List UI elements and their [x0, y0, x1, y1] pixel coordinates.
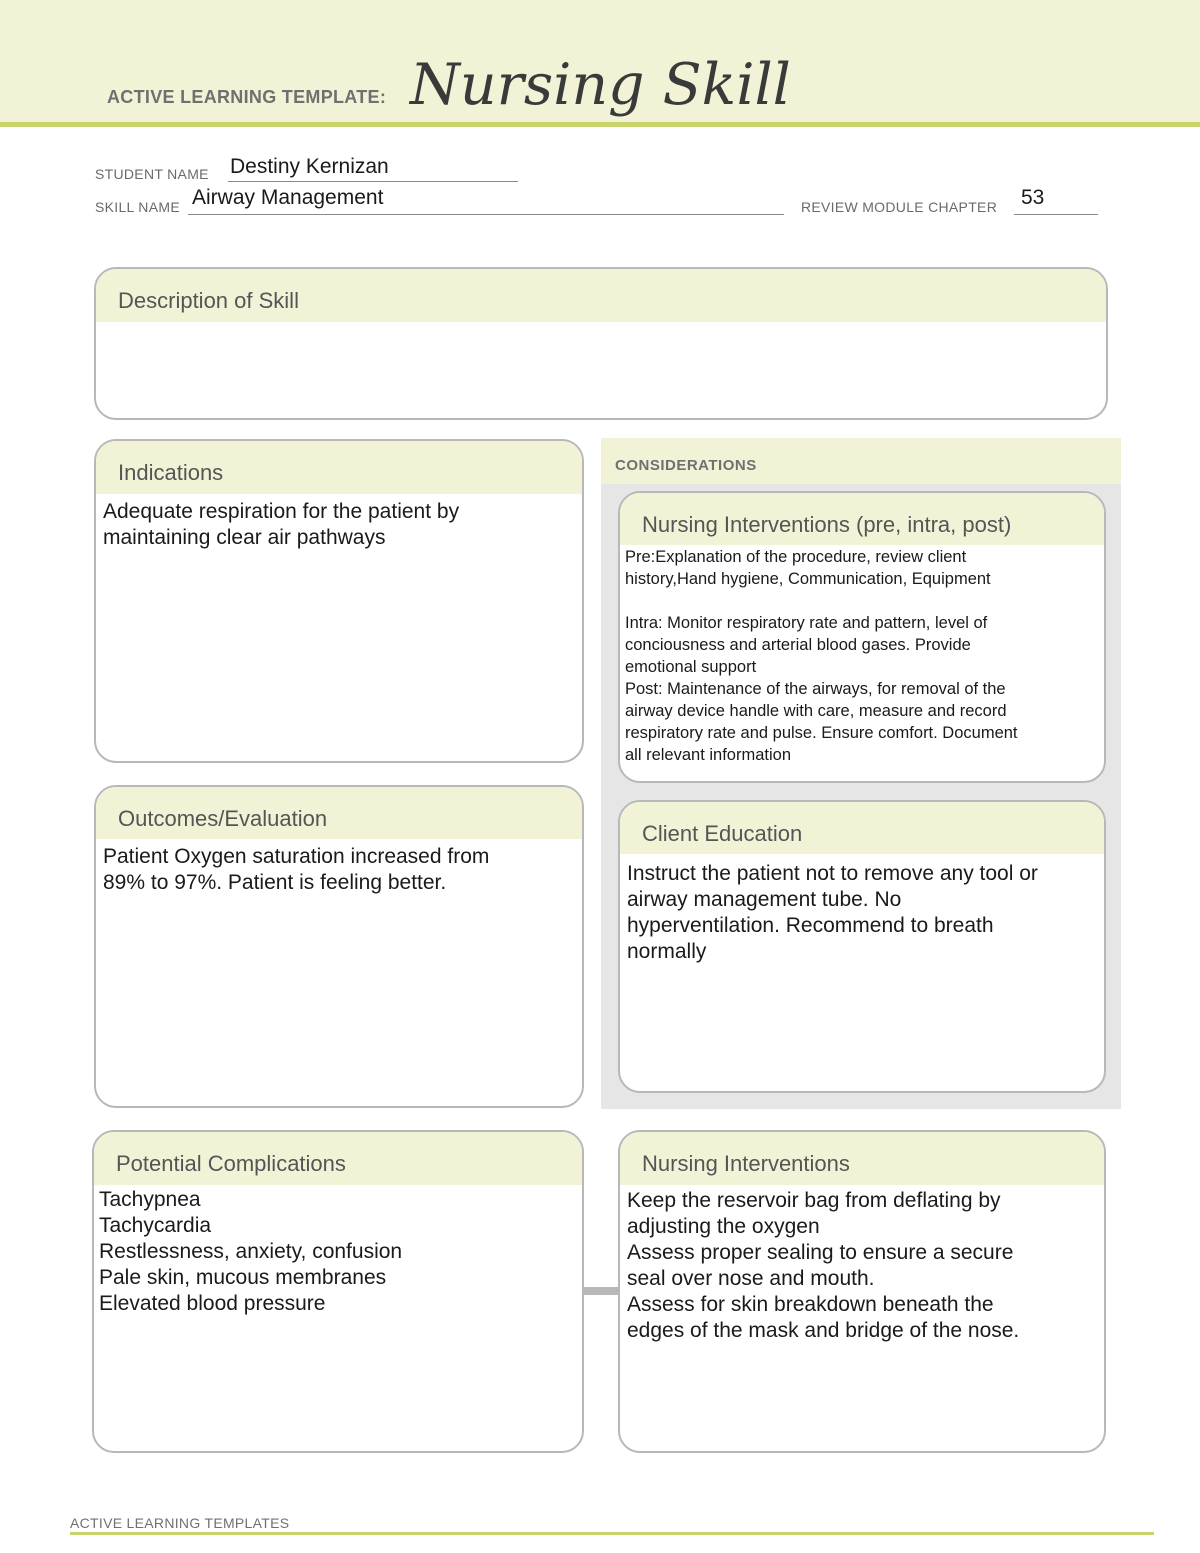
- nursing-interventions-pip-text[interactable]: [620, 545, 1104, 766]
- text-line: Elevated blood pressure: [99, 1292, 326, 1315]
- outcomes-heading: Outcomes/Evaluation: [96, 787, 582, 839]
- client-education-text[interactable]: [620, 854, 1104, 965]
- description-text[interactable]: [96, 322, 1106, 338]
- text-line: Post: Maintenance of the airways, for removal of the: [625, 680, 1006, 698]
- box-connector: [582, 1287, 620, 1295]
- nursing-interventions-box: [618, 1130, 1106, 1453]
- text-line: Tachycardia: [99, 1214, 212, 1237]
- text-line: seal over nose and mouth.: [627, 1267, 875, 1290]
- description-heading: Description of Skill: [96, 269, 1106, 322]
- client-education-box: [618, 800, 1106, 1093]
- footer-rule: [70, 1532, 1154, 1535]
- nursing-interventions-heading: Nursing Interventions: [620, 1132, 1104, 1185]
- text-line: maintaining clear air pathways: [103, 526, 386, 549]
- text-line: [625, 590, 1104, 612]
- page-title: Nursing Skill: [410, 52, 791, 118]
- footer-label: ACTIVE LEARNING TEMPLATES: [70, 1515, 290, 1531]
- text-line: Patient Oxygen saturation increased from: [103, 845, 490, 868]
- student-name-field[interactable]: Destiny Kernizan: [230, 155, 389, 178]
- text-line: edges of the mask and bridge of the nose.: [627, 1319, 1020, 1342]
- skill-name-field[interactable]: Airway Management: [192, 186, 384, 209]
- nursing-interventions-pip-box: [618, 491, 1106, 783]
- text-line: Assess proper sealing to ensure a secure: [627, 1241, 1014, 1264]
- text-line: all relevant information: [625, 746, 791, 764]
- text-line: airway management tube. No: [627, 888, 902, 911]
- description-box: [94, 267, 1108, 420]
- text-line: emotional support: [625, 658, 757, 676]
- text-line: Pale skin, mucous membranes: [99, 1266, 387, 1289]
- considerations-label: CONSIDERATIONS: [615, 457, 757, 474]
- indications-box: [94, 439, 584, 763]
- text-line: hyperventilation. Recommend to breath: [627, 914, 994, 937]
- text-line: respiratory rate and pulse. Ensure comfort. Document: [625, 724, 1018, 742]
- text-line: Pre:Explanation of the procedure, review client: [625, 548, 967, 566]
- nursing-interventions-text[interactable]: [620, 1185, 1104, 1344]
- student-name-line: [228, 181, 518, 182]
- text-line: normally: [627, 940, 707, 963]
- client-education-heading: Client Education: [620, 802, 1104, 854]
- text-line: conciousness and arterial blood gases. Provide: [625, 636, 971, 654]
- text-line: Intra: Monitor respiratory rate and pattern, level of: [625, 614, 988, 632]
- text-line: Adequate respiration for the patient by: [103, 500, 460, 523]
- review-module-label: REVIEW MODULE CHAPTER: [801, 199, 998, 215]
- text-line: Restlessness, anxiety, confusion: [99, 1240, 403, 1263]
- text-line: adjusting the oxygen: [627, 1215, 820, 1238]
- skill-name-label: SKILL NAME: [95, 199, 180, 215]
- review-module-line: [1014, 214, 1098, 215]
- review-module-field[interactable]: 53: [1021, 186, 1045, 209]
- text-line: airway device handle with care, measure and record: [625, 702, 1007, 720]
- nursing-interventions-pip-heading: Nursing Interventions (pre, intra, post): [620, 493, 1104, 545]
- text-line: Assess for skin breakdown beneath the: [627, 1293, 994, 1316]
- potential-complications-heading: Potential Complications: [94, 1132, 582, 1185]
- template-label: ACTIVE LEARNING TEMPLATE:: [107, 87, 387, 107]
- potential-complications-text[interactable]: [94, 1185, 582, 1317]
- indications-text[interactable]: [96, 494, 582, 551]
- outcomes-box: [94, 785, 584, 1108]
- indications-heading: Indications: [96, 441, 582, 494]
- skill-name-line: [188, 214, 784, 215]
- text-line: Tachypnea: [99, 1188, 201, 1211]
- text-line: history,Hand hygiene, Communication, Equipment: [625, 570, 991, 588]
- text-line: Keep the reservoir bag from deflating by: [627, 1189, 1001, 1212]
- student-name-label: STUDENT NAME: [95, 166, 209, 182]
- text-line: 89% to 97%. Patient is feeling better.: [103, 871, 447, 894]
- outcomes-text[interactable]: [96, 839, 582, 896]
- text-line: Instruct the patient not to remove any tool or: [627, 862, 1038, 885]
- header-rule: [0, 122, 1200, 127]
- potential-complications-box: [92, 1130, 584, 1453]
